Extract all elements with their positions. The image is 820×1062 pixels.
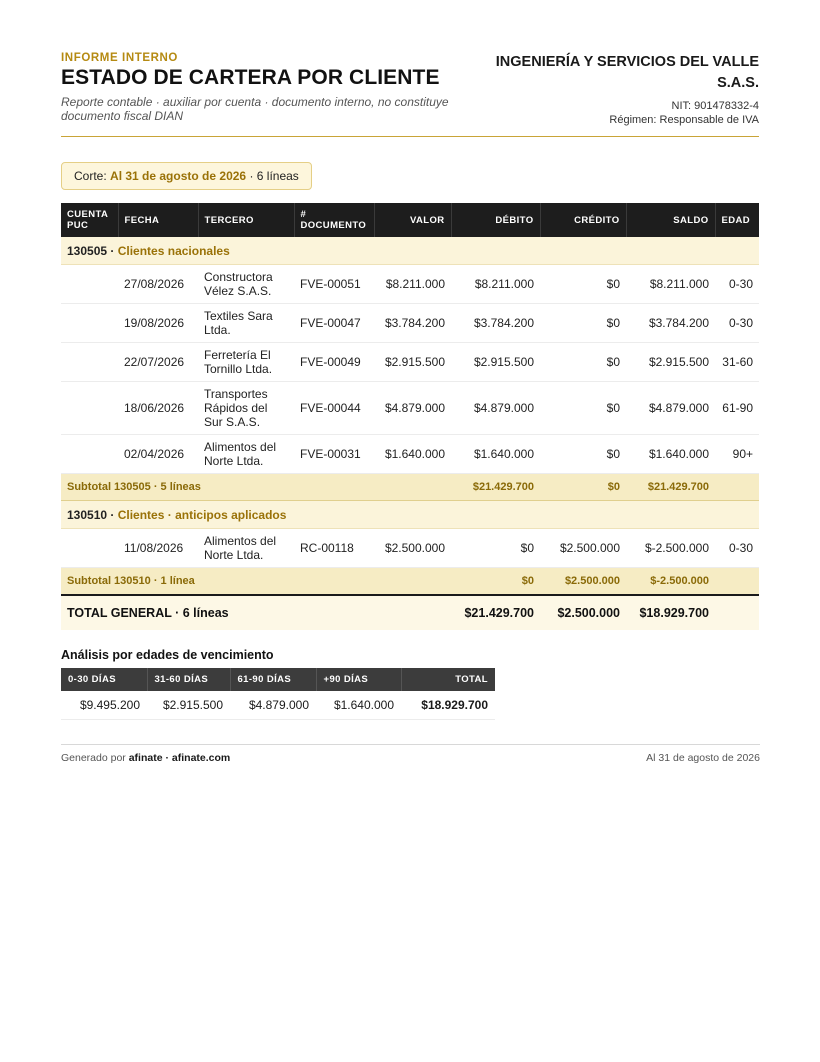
cut-lines: 6 líneas bbox=[256, 169, 299, 183]
cell-credito: $0 bbox=[540, 382, 626, 435]
cell-edad: 61-90 bbox=[715, 382, 759, 435]
cell-cuenta bbox=[61, 343, 118, 382]
cell-valor: $1.640.000 bbox=[374, 435, 451, 474]
cut-date-badge bbox=[61, 162, 312, 190]
footer-site[interactable]: · afinate.com bbox=[165, 752, 231, 764]
report-header bbox=[61, 52, 759, 137]
cell-edad: 0-30 bbox=[715, 304, 759, 343]
cell-documento: FVE-00044 bbox=[294, 382, 374, 435]
account-group-label: 130505 · Clientes nacionales bbox=[61, 237, 759, 265]
subtotal-edad bbox=[715, 568, 759, 596]
company-nit: NIT: 901478332-4 bbox=[671, 100, 759, 112]
total-label: TOTAL GENERAL · 6 líneas bbox=[61, 595, 451, 630]
subtotal-label: Subtotal 130510 · 1 línea bbox=[61, 568, 451, 596]
account-code: 130505 bbox=[67, 243, 108, 258]
cell-credito: $0 bbox=[540, 435, 626, 474]
col-header-debito: DÉBITO bbox=[451, 203, 540, 237]
col-header-fecha: FECHA bbox=[118, 203, 198, 237]
account-code: 130510 bbox=[67, 507, 108, 522]
cell-valor: $2.500.000 bbox=[374, 529, 451, 568]
aging-value-31-60: $2.915.500 bbox=[147, 691, 230, 720]
cell-saldo: $-2.500.000 bbox=[626, 529, 715, 568]
subtotal-credito: $2.500.000 bbox=[540, 568, 626, 596]
table-row bbox=[61, 435, 759, 474]
aging-col-total: TOTAL bbox=[401, 668, 495, 691]
footer-generated bbox=[61, 752, 230, 764]
col-header-cuenta: CUENTA PUC bbox=[61, 203, 118, 237]
account-group-row bbox=[61, 237, 759, 265]
cell-saldo: $4.879.000 bbox=[626, 382, 715, 435]
account-name: Clientes · anticipos aplicados bbox=[117, 507, 287, 522]
col-header-credito: CRÉDITO bbox=[540, 203, 626, 237]
company-block bbox=[471, 52, 759, 127]
cell-saldo: $3.784.200 bbox=[626, 304, 715, 343]
cell-credito: $0 bbox=[540, 304, 626, 343]
aging-value-61-90: $4.879.000 bbox=[230, 691, 316, 720]
aging-values-row bbox=[61, 691, 495, 720]
aging-value-90-plus: $1.640.000 bbox=[316, 691, 401, 720]
cell-edad: 31-60 bbox=[715, 343, 759, 382]
cell-documento: FVE-00031 bbox=[294, 435, 374, 474]
cell-cuenta bbox=[61, 304, 118, 343]
account-group-label: 130510 · Clientes · anticipos aplicados bbox=[61, 501, 759, 529]
cell-debito: $8.211.000 bbox=[451, 265, 540, 304]
col-header-edad: EDAD bbox=[715, 203, 759, 237]
total-debito: $21.429.700 bbox=[451, 595, 540, 630]
aging-value-0-30: $9.495.200 bbox=[61, 691, 147, 720]
cut-date: Al 31 de agosto de 2026 bbox=[110, 169, 247, 183]
cell-fecha: 19/08/2026 bbox=[118, 304, 198, 343]
cell-credito: $0 bbox=[540, 265, 626, 304]
col-header-tercero: TERCERO bbox=[198, 203, 294, 237]
cell-valor: $8.211.000 bbox=[374, 265, 451, 304]
cell-fecha: 02/04/2026 bbox=[118, 435, 198, 474]
cell-edad: 90+ bbox=[715, 435, 759, 474]
footer-date: Al 31 de agosto de 2026 bbox=[646, 752, 760, 764]
cell-edad: 0-30 bbox=[715, 529, 759, 568]
cell-cuenta bbox=[61, 382, 118, 435]
account-name: Clientes nacionales bbox=[117, 243, 230, 258]
cell-documento: FVE-00049 bbox=[294, 343, 374, 382]
cell-valor: $3.784.200 bbox=[374, 304, 451, 343]
cut-label: Corte: bbox=[74, 169, 107, 183]
company-meta bbox=[471, 99, 759, 127]
table-row bbox=[61, 382, 759, 435]
cell-tercero: Textiles Sara Ltda. bbox=[198, 304, 294, 343]
col-header-valor: VALOR bbox=[374, 203, 451, 237]
total-credito: $2.500.000 bbox=[540, 595, 626, 630]
cell-debito: $4.879.000 bbox=[451, 382, 540, 435]
cell-debito: $2.915.500 bbox=[451, 343, 540, 382]
cell-cuenta bbox=[61, 435, 118, 474]
aging-col-0-30: 0-30 DÍAS bbox=[61, 668, 147, 691]
table-row bbox=[61, 529, 759, 568]
aging-header-row bbox=[61, 668, 495, 691]
cell-tercero: Constructora Vélez S.A.S. bbox=[198, 265, 294, 304]
subtotal-row bbox=[61, 568, 759, 596]
cell-valor: $2.915.500 bbox=[374, 343, 451, 382]
subtotal-credito: $0 bbox=[540, 474, 626, 501]
subtotal-label: Subtotal 130505 · 5 líneas bbox=[61, 474, 451, 501]
aging-col-61-90: 61-90 DÍAS bbox=[230, 668, 316, 691]
account-group-row bbox=[61, 501, 759, 529]
page-footer bbox=[61, 744, 760, 764]
table-row bbox=[61, 265, 759, 304]
total-edad bbox=[715, 595, 759, 630]
cell-saldo: $1.640.000 bbox=[626, 435, 715, 474]
aging-col-90-plus: +90 DÍAS bbox=[316, 668, 401, 691]
aging-col-31-60: 31-60 DÍAS bbox=[147, 668, 230, 691]
footer-brand: afinate bbox=[128, 752, 163, 764]
grand-total-row bbox=[61, 595, 759, 630]
cell-credito: $2.500.000 bbox=[540, 529, 626, 568]
ledger-table bbox=[61, 203, 759, 630]
company-name: INGENIERÍA Y SERVICIOS DEL VALLE S.A.S. bbox=[495, 54, 759, 91]
subtotal-edad bbox=[715, 474, 759, 501]
aging-title: Análisis por edades de vencimiento bbox=[61, 648, 274, 662]
cell-saldo: $2.915.500 bbox=[626, 343, 715, 382]
subtotal-row bbox=[61, 474, 759, 501]
cell-cuenta bbox=[61, 529, 118, 568]
cell-saldo: $8.211.000 bbox=[626, 265, 715, 304]
page-title: ESTADO DE CARTERA POR CLIENTE bbox=[61, 66, 440, 89]
subtotal-debito: $0 bbox=[451, 568, 540, 596]
cell-fecha: 22/07/2026 bbox=[118, 343, 198, 382]
cell-tercero: Transportes Rápidos del Sur S.A.S. bbox=[198, 382, 294, 435]
cell-tercero: Ferretería El Tornillo Ltda. bbox=[198, 343, 294, 382]
cell-valor: $4.879.000 bbox=[374, 382, 451, 435]
cell-debito: $1.640.000 bbox=[451, 435, 540, 474]
cell-credito: $0 bbox=[540, 343, 626, 382]
cell-fecha: 18/06/2026 bbox=[118, 382, 198, 435]
cell-fecha: 11/08/2026 bbox=[118, 529, 198, 568]
subtotal-debito: $21.429.700 bbox=[451, 474, 540, 501]
cell-edad: 0-30 bbox=[715, 265, 759, 304]
aging-value-total: $18.929.700 bbox=[401, 691, 495, 720]
subtotal-saldo: $-2.500.000 bbox=[626, 568, 715, 596]
cell-fecha: 27/08/2026 bbox=[118, 265, 198, 304]
aging-table bbox=[61, 668, 495, 720]
cell-tercero: Alimentos del Norte Ltda. bbox=[198, 435, 294, 474]
cell-cuenta bbox=[61, 265, 118, 304]
cell-documento: RC-00118 bbox=[294, 529, 374, 568]
total-saldo: $18.929.700 bbox=[626, 595, 715, 630]
company-regimen: Régimen: Responsable de IVA bbox=[609, 114, 759, 126]
cell-tercero: Alimentos del Norte Ltda. bbox=[198, 529, 294, 568]
report-subtitle: Reporte contable · auxiliar por cuenta · documento interno, no constituye documento fiscal DIAN bbox=[61, 95, 449, 123]
report-kicker: INFORME INTERNO bbox=[61, 52, 178, 64]
cut-separator: · bbox=[249, 169, 254, 183]
ledger-header-row bbox=[61, 203, 759, 237]
cell-debito: $3.784.200 bbox=[451, 304, 540, 343]
col-header-documento: # DOCUMENTO bbox=[294, 203, 374, 237]
table-row bbox=[61, 304, 759, 343]
subtotal-saldo: $21.429.700 bbox=[626, 474, 715, 501]
report-title-block bbox=[61, 52, 471, 123]
col-header-saldo: SALDO bbox=[626, 203, 715, 237]
table-row bbox=[61, 343, 759, 382]
cell-documento: FVE-00051 bbox=[294, 265, 374, 304]
cell-documento: FVE-00047 bbox=[294, 304, 374, 343]
cell-debito: $0 bbox=[451, 529, 540, 568]
footer-generated-prefix: Generado por bbox=[61, 752, 126, 764]
